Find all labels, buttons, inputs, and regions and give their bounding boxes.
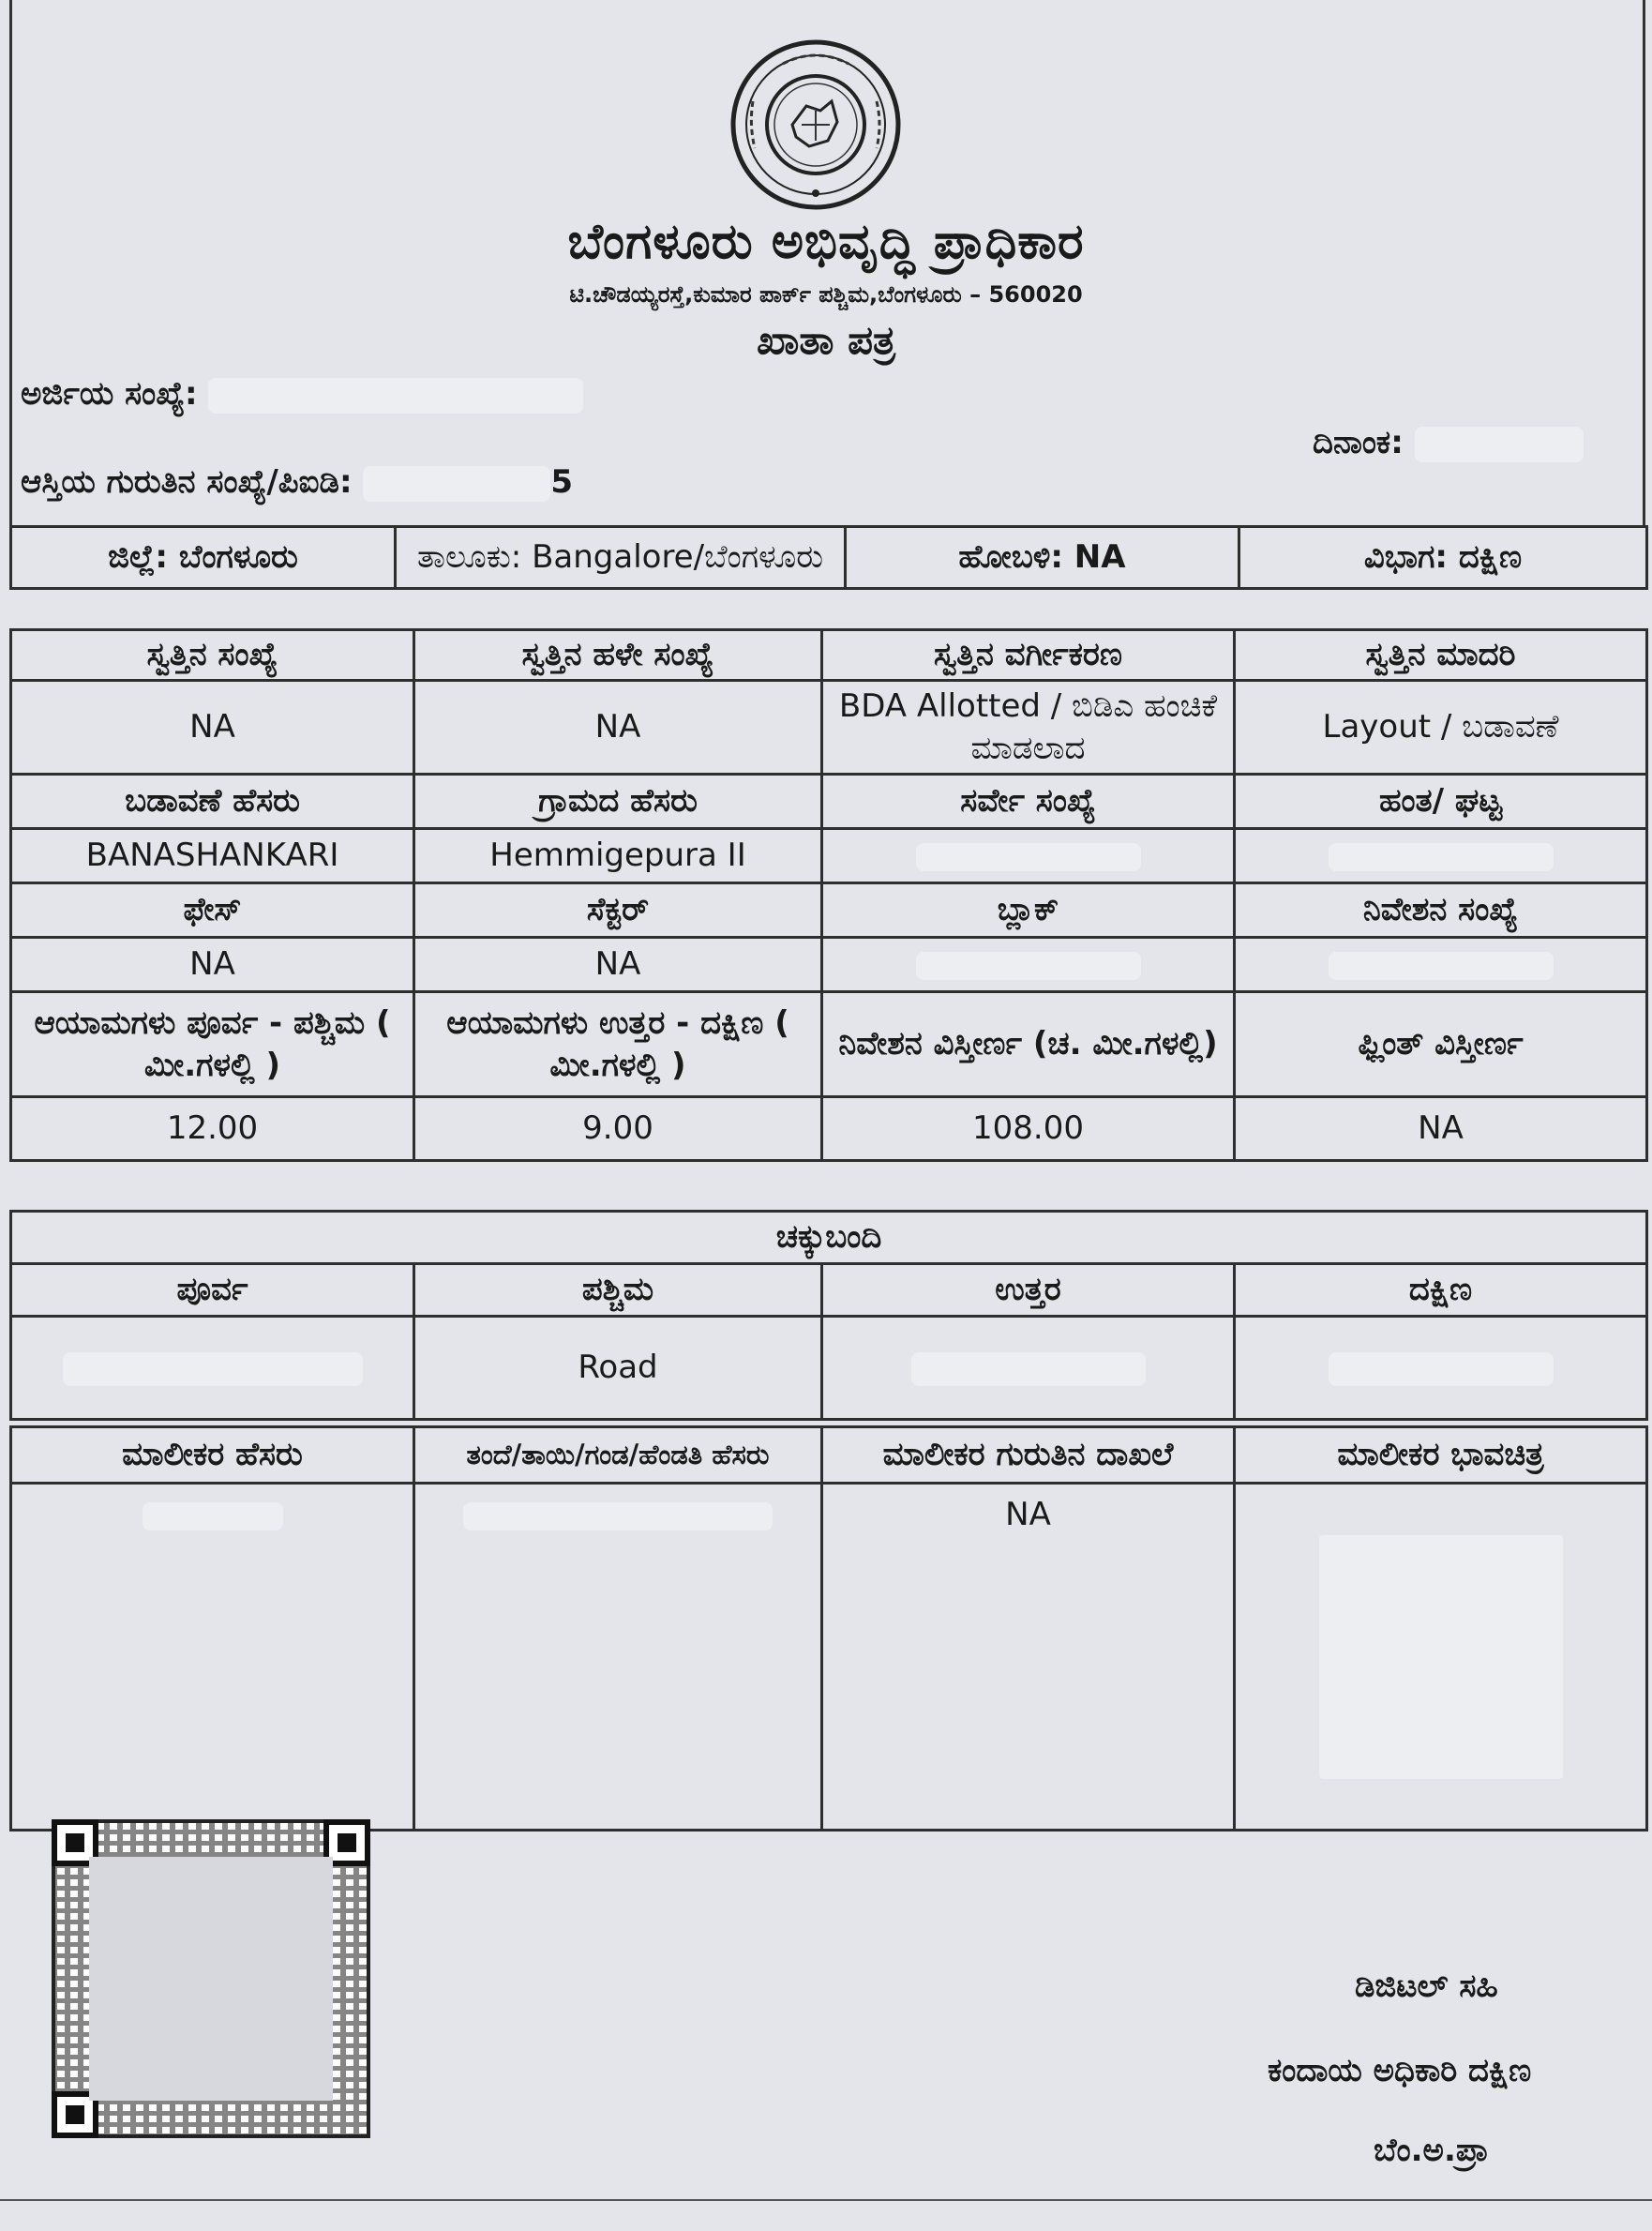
stage-value — [1235, 829, 1647, 883]
site-area-header: ನಿವೇಶನ ವಿಸ್ತೀರ್ಣ (ಚ. ಮೀ.ಗಳಲ್ಲಿ) — [822, 992, 1235, 1097]
boundaries-title: ಚಕ್ಕುಬಂದಿ — [11, 1212, 1647, 1264]
block-value — [822, 938, 1235, 992]
boundary-east-value — [11, 1317, 414, 1420]
sector-value: NA — [414, 938, 822, 992]
owner-id-document-header: ಮಾಲೀಕರ ಗುರುತಿನ ದಾಖಲೆ — [822, 1427, 1235, 1484]
taluk-cell: ತಾಲೂಕು: Bangalore/ಬೆಂಗಳೂರು — [396, 527, 846, 589]
location-table — [9, 525, 1648, 590]
issue-date-redacted — [1415, 427, 1584, 462]
boundary-east-redacted — [63, 1352, 363, 1386]
property-id-redacted — [363, 466, 550, 502]
relative-name-redacted — [463, 1502, 773, 1530]
survey-number-redacted — [916, 843, 1141, 871]
boundary-south-header: ದಕ್ಷಿಣ — [1235, 1264, 1647, 1317]
relative-name-value — [414, 1484, 822, 1831]
owner-table — [9, 1425, 1648, 1832]
hobli-cell: ಹೋಬಳಿ: NA — [846, 527, 1239, 589]
bottom-divider — [0, 2199, 1652, 2201]
property-id-label: ಆಸ್ತಿಯ ಗುರುತಿನ ಸಂಖ್ಯೆ/ಪಿಐಡಿ: — [21, 463, 353, 501]
property-id — [21, 463, 573, 502]
dimension-east-west-value: 12.00 — [11, 1097, 414, 1161]
property-type-value: Layout / ಬಡಾವಣೆ — [1235, 681, 1647, 775]
property-details-table — [9, 628, 1648, 1162]
document-title: ಖಾತಾ ಪತ್ರ — [756, 317, 896, 363]
owner-name-header: ಮಾಲೀಕರ ಹೆಸರು — [11, 1427, 414, 1484]
phase-value: NA — [11, 938, 414, 992]
property-classification-header: ಸ್ವತ್ತಿನ ವರ್ಗೀಕರಣ — [822, 630, 1235, 681]
bda-short-name: ಬೆಂ.ಅ.ಪ್ರಾ — [1374, 2132, 1490, 2169]
owner-id-document-value: NA — [822, 1484, 1235, 1831]
property-number-header: ಸ್ವತ್ತಿನ ಸಂಖ್ಯೆ — [11, 630, 414, 681]
issue-date-label: ದಿನಾಂಕ: — [1313, 424, 1404, 461]
district-cell: ಜಿಲ್ಲೆ: ಬೆಂಗಳೂರು — [11, 527, 396, 589]
boundary-south-value — [1235, 1317, 1647, 1420]
application-number-redacted — [208, 378, 583, 414]
boundary-north-value — [822, 1317, 1235, 1420]
application-number — [21, 375, 583, 414]
stage-redacted — [1329, 843, 1554, 871]
dimension-north-south-value: 9.00 — [414, 1097, 822, 1161]
owner-photo-redacted — [1319, 1535, 1563, 1779]
organization-address: ಟಿ.ಚೌಡಯ್ಯರಸ್ತೆ,ಕುಮಾರ ಪಾರ್ಕ್ ಪಶ್ಚಿಮ,ಬೆಂಗಳೂರು – 560020 — [569, 281, 1083, 308]
property-id-tail: 5 — [550, 463, 574, 501]
boundary-west-value: Road — [414, 1317, 822, 1420]
site-number-redacted — [1329, 952, 1554, 980]
owner-name-value — [11, 1484, 414, 1831]
qr-code — [52, 1819, 370, 2138]
site-number-value — [1235, 938, 1647, 992]
plinth-area-header: ಫ್ಲಿಂತ್ ವಿಸ್ತೀರ್ಣ — [1235, 992, 1647, 1097]
phase-header: ಫೇಸ್ — [11, 883, 414, 938]
organization-title: ಬೆಂಗಳೂರು ಅಭಿವೃದ್ಧಿ ಪ್ರಾಧಿಕಾರ — [567, 214, 1085, 270]
layout-name-value: BANASHANKARI — [11, 829, 414, 883]
survey-number-value — [822, 829, 1235, 883]
owner-photo-cell — [1235, 1484, 1647, 1831]
boundaries-table — [9, 1210, 1648, 1421]
property-type-header: ಸ್ವತ್ತಿನ ಮಾದರಿ — [1235, 630, 1647, 681]
block-header: ಬ್ಲಾಕ್ — [822, 883, 1235, 938]
property-classification-value: BDA Allotted / ಬಿಡಿಎ ಹಂಚಿಕೆ ಮಾಡಲಾದ — [822, 681, 1235, 775]
sector-header: ಸೆಕ್ಟರ್ — [414, 883, 822, 938]
boundary-east-header: ಪೂರ್ವ — [11, 1264, 414, 1317]
bda-seal-logo — [727, 36, 905, 214]
site-number-header: ನಿವೇಶನ ಸಂಖ್ಯೆ — [1235, 883, 1647, 938]
qr-redacted-center — [89, 1857, 333, 2101]
property-old-number-header: ಸ್ವತ್ತಿನ ಹಳೇ ಸಂಖ್ಯೆ — [414, 630, 822, 681]
division-cell: ವಿಭಾಗ: ದಕ್ಷಿಣ — [1239, 527, 1647, 589]
digital-signature-label: ಡಿಜಿಟಲ್ ಸಹಿ — [1355, 1967, 1498, 2005]
boundary-north-redacted — [911, 1352, 1146, 1386]
relative-name-header: ತಂದೆ/ತಾಯಿ/ಗಂಡ/ಹೆಂಡತಿ ಹೆಸರು — [414, 1427, 822, 1484]
revenue-officer-label: ಕಂದಾಯ ಅಧಿಕಾರಿ ದಕ್ಷಿಣ — [1268, 2052, 1532, 2089]
block-redacted — [916, 952, 1141, 980]
property-old-number-value: NA — [414, 681, 822, 775]
layout-name-header: ಬಡಾವಣೆ ಹೆಸರು — [11, 775, 414, 829]
boundary-south-redacted — [1329, 1352, 1554, 1386]
boundary-north-header: ಉತ್ತರ — [822, 1264, 1235, 1317]
application-number-label: ಅರ್ಜಿಯ ಸಂಖ್ಯೆ: — [21, 375, 198, 413]
plinth-area-value: NA — [1235, 1097, 1647, 1161]
village-name-header: ಗ್ರಾಮದ ಹೆಸರು — [414, 775, 822, 829]
owner-photo-header: ಮಾಲೀಕರ ಭಾವಚಿತ್ರ — [1235, 1427, 1647, 1484]
stage-header: ಹಂತ/ ಘಟ್ಟ — [1235, 775, 1647, 829]
property-number-value: NA — [11, 681, 414, 775]
dimension-east-west-header: ಆಯಾಮಗಳು ಪೂರ್ವ - ಪಶ್ಚಿಮ ( ಮೀ.ಗಳಲ್ಲಿ ) — [11, 992, 414, 1097]
issue-date — [1313, 424, 1584, 462]
owner-name-redacted — [143, 1502, 283, 1530]
site-area-value: 108.00 — [822, 1097, 1235, 1161]
dimension-north-south-header: ಆಯಾಮಗಳು ಉತ್ತರ - ದಕ್ಷಿಣ ( ಮೀ.ಗಳಲ್ಲಿ ) — [414, 992, 822, 1097]
survey-number-header: ಸರ್ವೇ ಸಂಖ್ಯೆ — [822, 775, 1235, 829]
boundary-west-header: ಪಶ್ಚಿಮ — [414, 1264, 822, 1317]
village-name-value: Hemmigepura II — [414, 829, 822, 883]
